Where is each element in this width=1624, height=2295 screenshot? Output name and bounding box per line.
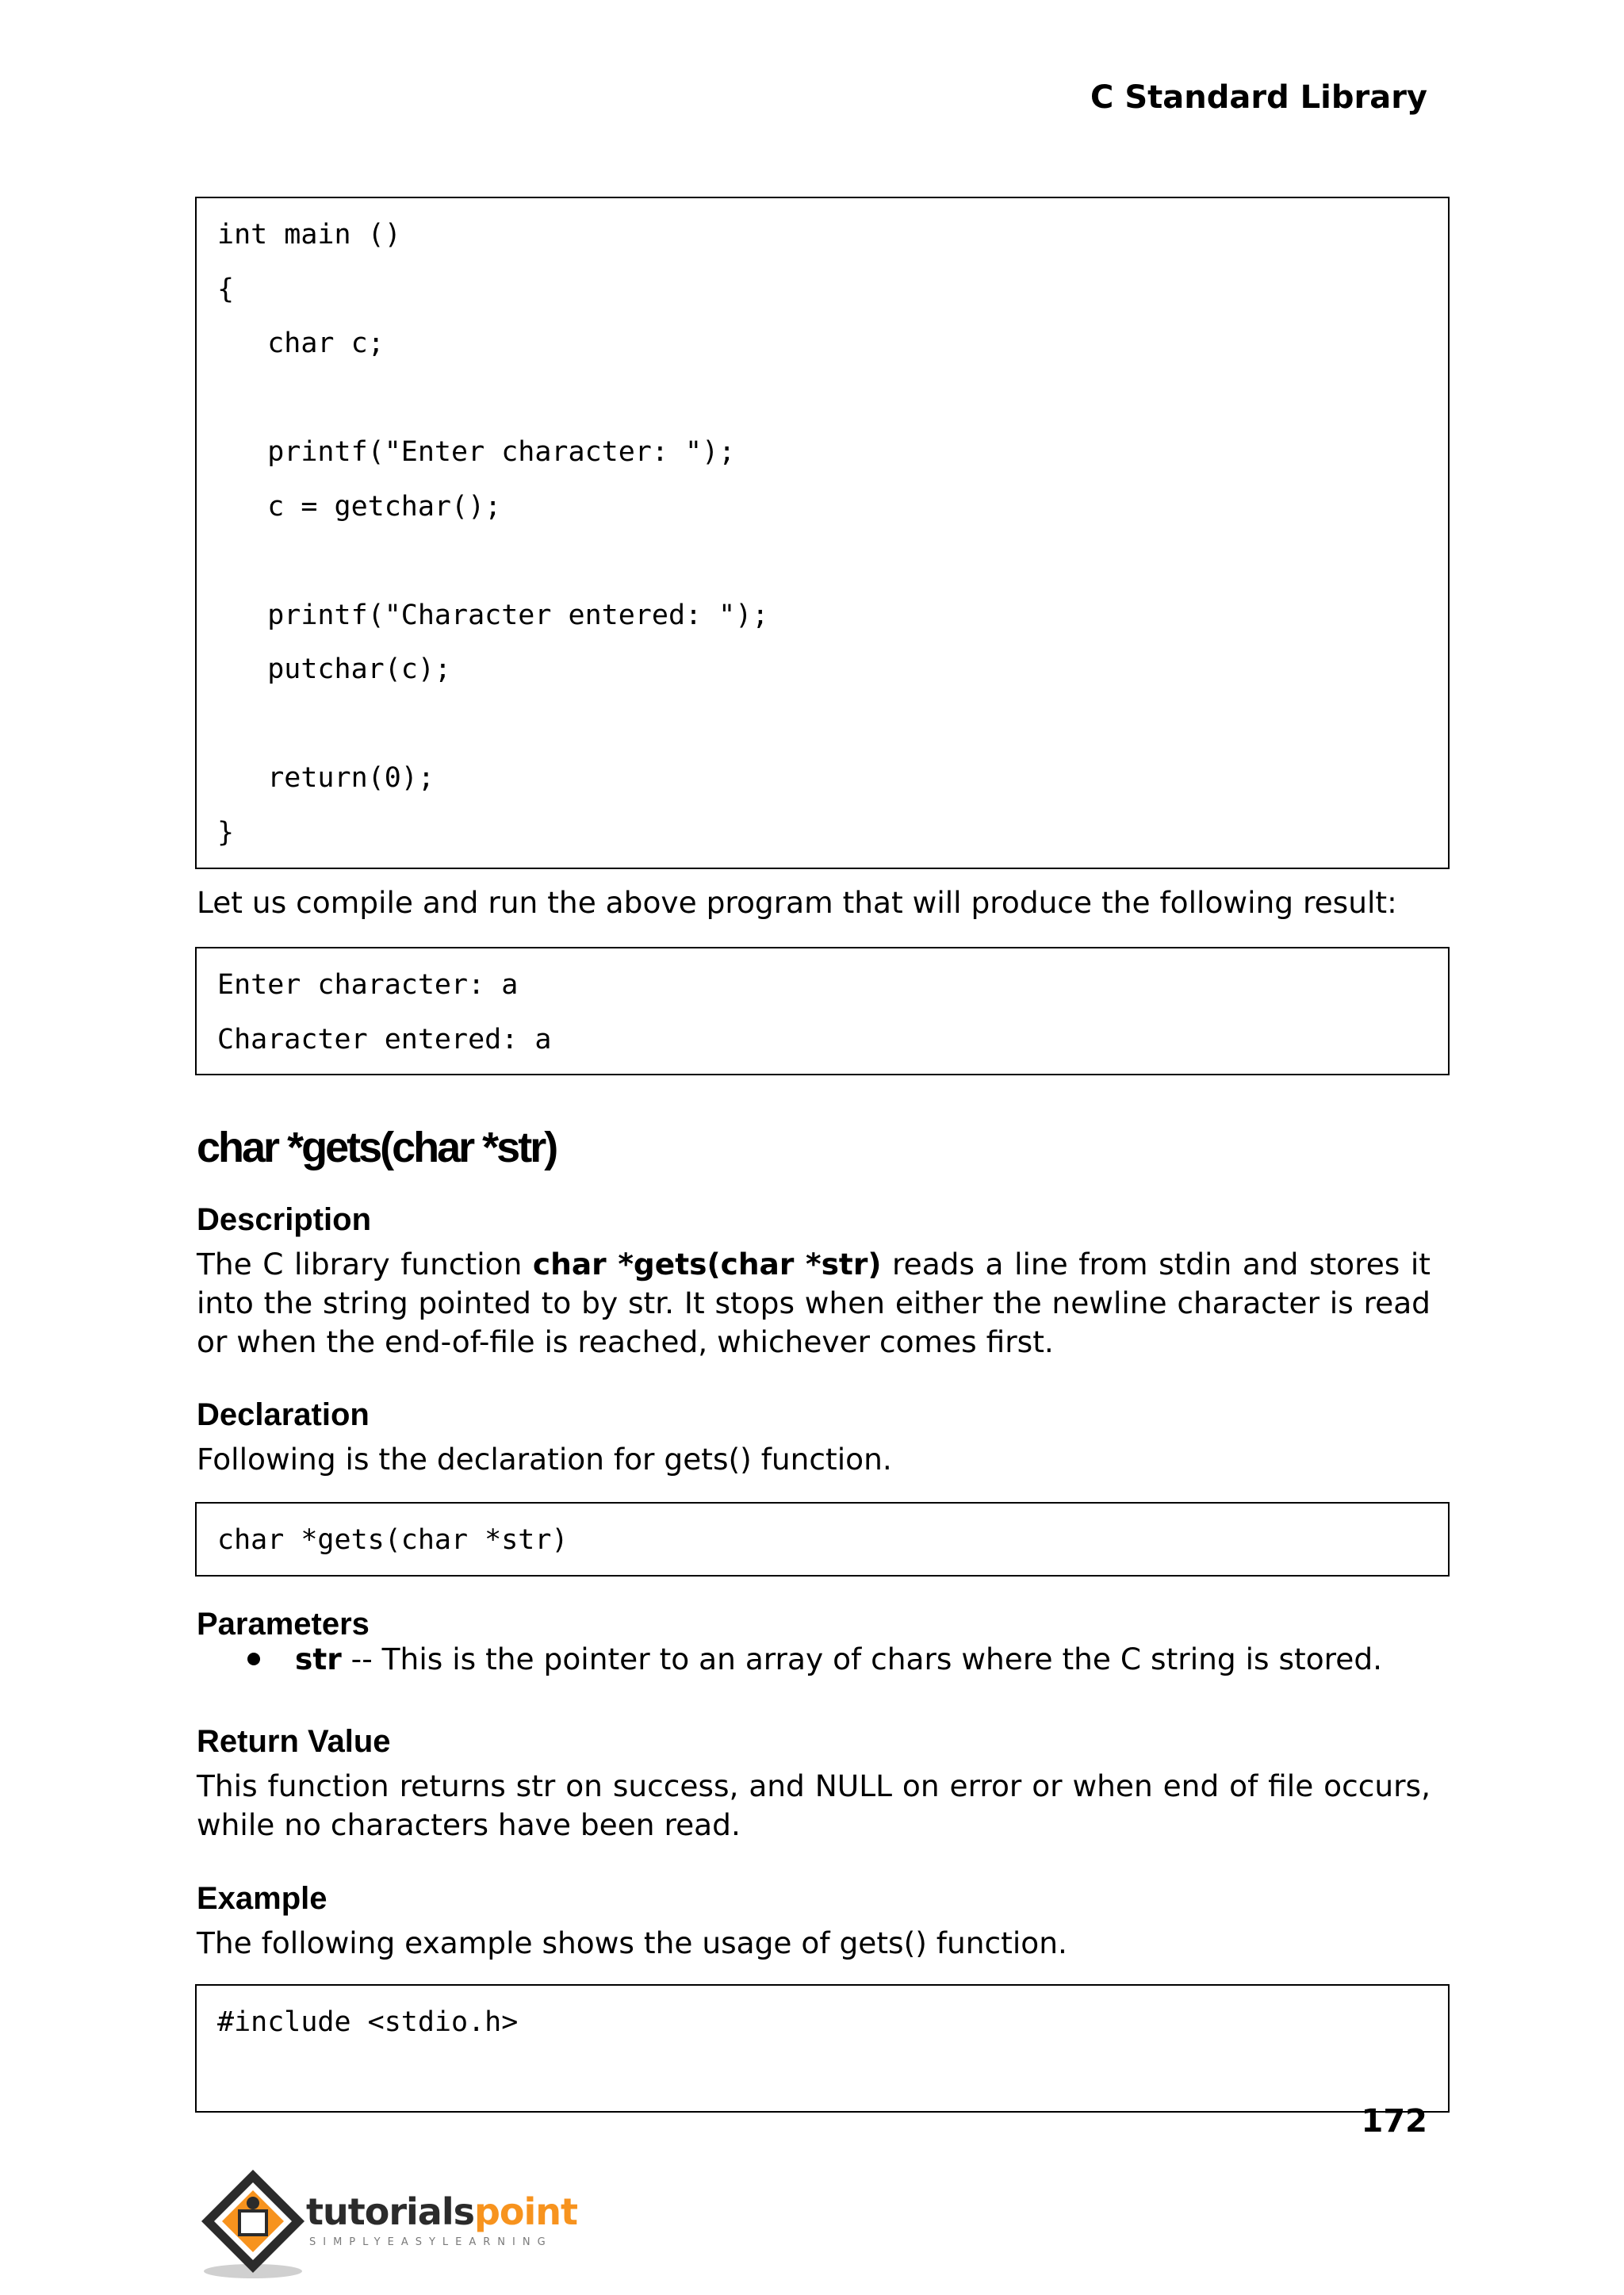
example-heading: Example — [197, 1881, 327, 1916]
logo-wordmark — [306, 2190, 577, 2233]
example-code-line: #include <stdio.h> — [217, 2006, 519, 2038]
declaration-paragraph: Following is the declaration for gets() function. — [197, 1442, 892, 1477]
example-paragraph: The following example shows the usage of gets() function. — [197, 1925, 1067, 1960]
declaration-code-line: char *gets(char *str) — [217, 1524, 569, 1556]
code-line: { — [217, 274, 235, 305]
code-line: putchar(c); — [217, 653, 452, 685]
parameter-item — [295, 1640, 1437, 1679]
code-line: char c; — [217, 328, 385, 359]
logo-text-point: point — [473, 2190, 578, 2233]
output-block — [195, 947, 1450, 1075]
code-block-main — [195, 197, 1450, 869]
description-text-after: reads a line from stdin and stores it into the string pointed to by str. It stops when either the newline character is read or when the end-of-file is reached, whichever comes first. — [197, 1247, 1431, 1359]
code-line: int main () — [217, 219, 401, 251]
intro-paragraph: Let us compile and run the above program that will produce the following result: — [197, 885, 1397, 920]
declaration-code-block — [195, 1502, 1450, 1577]
page-header-title: C Standard Library — [1090, 79, 1427, 116]
function-signature-bold: char *gets(char *str) — [532, 1247, 882, 1282]
description-text-before: The C library function — [197, 1247, 533, 1282]
logo-tagline: SIMPLYEASYLEARNING — [309, 2236, 553, 2248]
declaration-heading: Declaration — [197, 1397, 370, 1432]
logo-emblem-icon — [193, 2163, 312, 2282]
description-heading: Description — [197, 1202, 372, 1237]
output-line: Enter character: a — [217, 969, 519, 1001]
return-value-heading: Return Value — [197, 1724, 391, 1759]
parameter-desc: -- This is the pointer to an array of chars where the C string is stored. — [341, 1642, 1383, 1676]
code-line: return(0); — [217, 762, 435, 794]
section-title: char *gets(char *str) — [197, 1124, 557, 1171]
logo-text-tutorials: tutorials — [306, 2190, 474, 2233]
output-line: Character entered: a — [217, 1024, 552, 1056]
example-code-block — [195, 1984, 1450, 2113]
code-line: c = getchar(); — [217, 491, 502, 523]
description-paragraph — [197, 1245, 1431, 1362]
bullet-icon — [247, 1653, 260, 1665]
code-line: } — [217, 817, 235, 849]
page-number: 172 — [1361, 2103, 1427, 2140]
parameter-name: str — [295, 1642, 342, 1676]
return-value-paragraph: This function returns str on success, and NULL on error or when end of file occurs, while no characters have been read. — [197, 1768, 1431, 1842]
code-line: printf("Character entered: "); — [217, 600, 769, 631]
parameters-heading: Parameters — [197, 1607, 370, 1642]
tutorialspoint-logo — [193, 2163, 578, 2282]
code-line: printf("Enter character: "); — [217, 436, 736, 468]
